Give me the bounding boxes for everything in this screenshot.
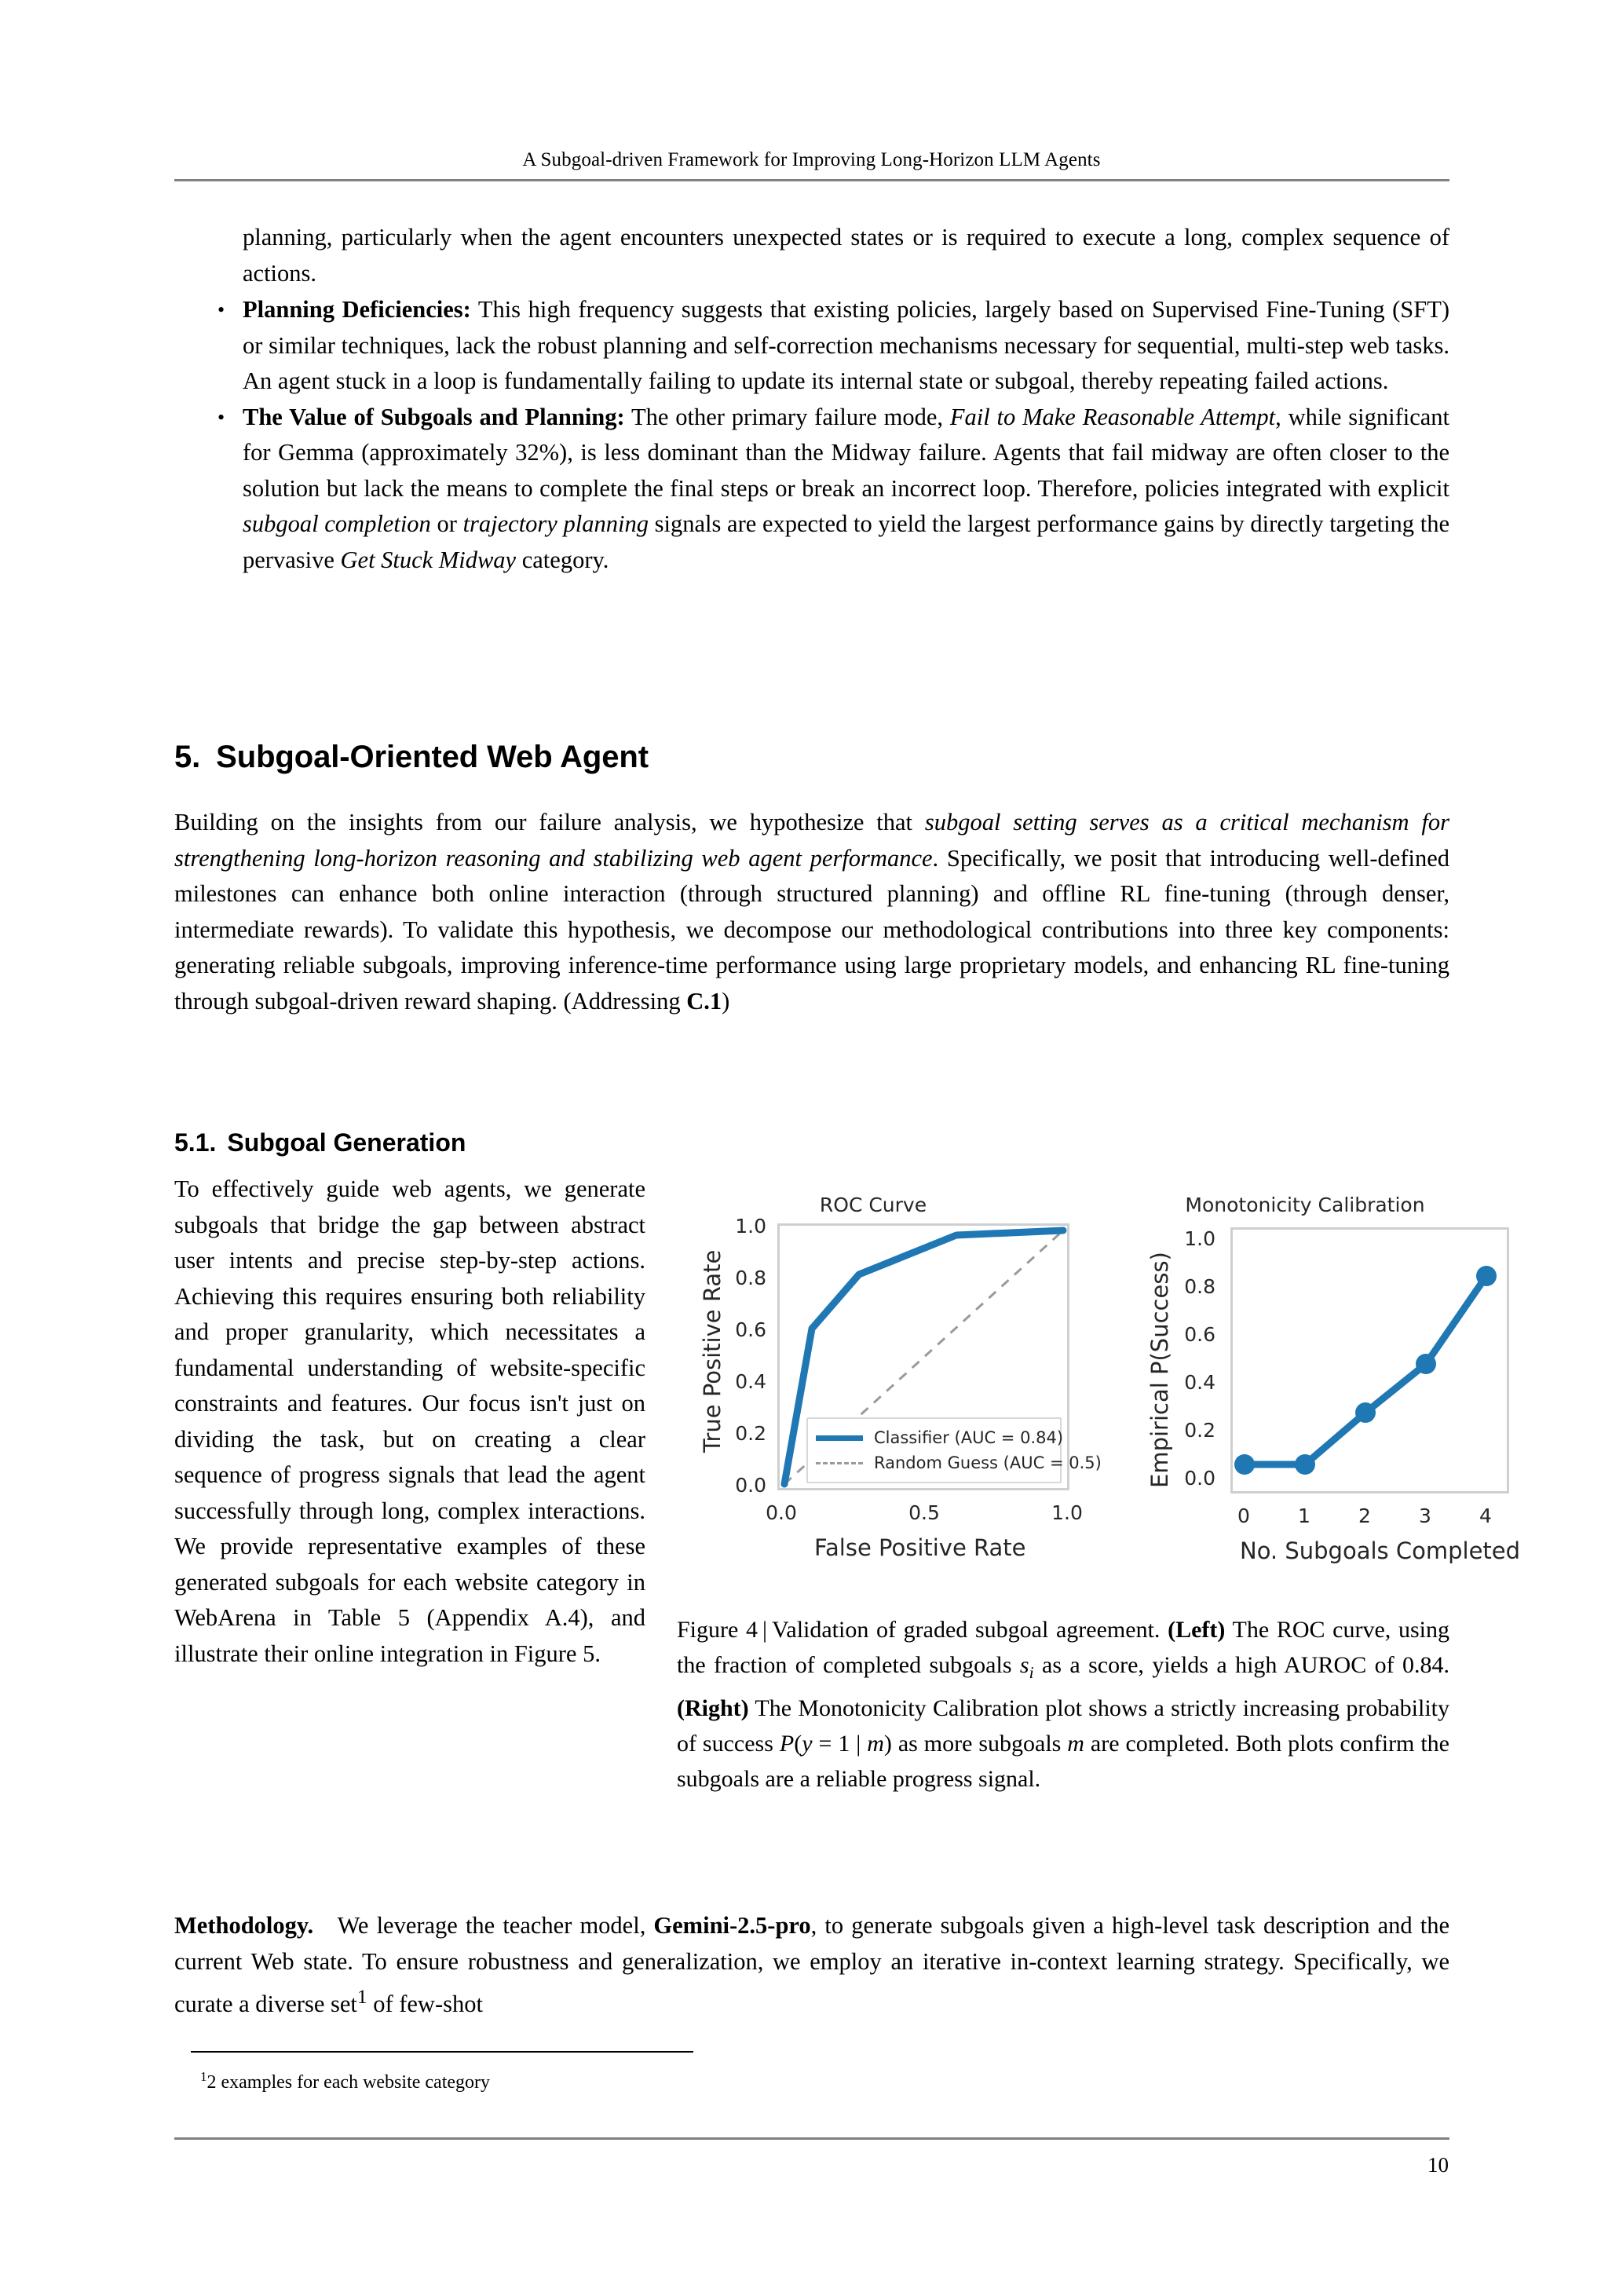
- calibration-point-0: [1234, 1454, 1255, 1475]
- calibration-ytick-0.6: 0.6: [1184, 1323, 1215, 1346]
- roc-ytick-1.0: 1.0: [735, 1215, 766, 1238]
- symbol-y: y: [802, 1731, 813, 1757]
- section-5-heading: [174, 740, 649, 775]
- calibration-curve-svg: [1232, 1229, 1508, 1493]
- footnote-1: [200, 2064, 490, 2096]
- hypothesis-italic-phrase: subgoal setting serves as a critical mechanism for strengthening long-horizon reasoning and stabilizing web agent performance: [174, 809, 1449, 872]
- figure-caption-text: Figure 4 | Validation of graded subgoal agreement. (Left) The ROC curve, using the fraction of completed subgoals $s_i$ as a score, yields a high AUROC of 0.84. (Right) The Monotonicity Calibration plot shows a strictly increasing probability of success P(y = 1 | m) as more subgoals m are completed. Both plots confirm the subgoals are a reliable progress signal.: [677, 1617, 1450, 1792]
- section-51-paragraph: [174, 1172, 645, 1672]
- roc-curve-plot: [677, 1194, 1102, 1586]
- header-rule: [174, 179, 1449, 181]
- footer-rule: [174, 2137, 1449, 2140]
- symbol-m2: m: [1067, 1731, 1084, 1757]
- roc-xtick-0.5: 0.5: [908, 1501, 940, 1524]
- term-subgoal-completion: subgoal completion: [243, 510, 431, 537]
- monotonicity-calibration-plot: [1085, 1194, 1521, 1586]
- term-fail-to-make-reasonable-attempt: Fail to Make Reasonable Attempt: [949, 403, 1276, 430]
- calibration-ytick-0.8: 0.8: [1184, 1275, 1215, 1298]
- methodology-paragraph: [174, 1908, 1449, 2023]
- section-51-heading: [174, 1128, 466, 1157]
- roc-ytick-0.2: 0.2: [735, 1422, 766, 1445]
- page-number: 10: [1427, 2153, 1449, 2177]
- section-51-title: Subgoal Generation: [227, 1128, 466, 1157]
- bullet-lead-label: Planning Deficiencies:: [243, 296, 471, 323]
- roc-xtick-0.0: 0.0: [766, 1501, 797, 1524]
- bullet-lead-label: The Value of Subgoals and Planning:: [243, 403, 625, 430]
- roc-ytick-0.8: 0.8: [735, 1267, 766, 1289]
- term-get-stuck-midway: Get Stuck Midway: [340, 546, 517, 573]
- footnote-marker-ref: 1: [356, 1986, 367, 2008]
- calibration-ytick-0.2: 0.2: [1184, 1419, 1215, 1442]
- calibration-ytick-1.0: 1.0: [1184, 1227, 1215, 1250]
- legend-row-classifier: [816, 1425, 1064, 1450]
- bullet-body-text: The other primary failure mode, Fail to Make Reasonable Attempt, while significant for Gemma (approximately 32%), is less dominant than the Midway failure. Agents that fail midway are often closer to the solution but lack the means to complete the final steps or break an incorrect loop. Therefore, policies integrated with explicit subgoal completion or trajectory planning signals are expected to yield the largest performance gains by directly targeting the pervasive Get Stuck Midway category.: [243, 403, 1450, 573]
- caption-left-marker: (Left): [1168, 1617, 1226, 1643]
- calibration-point-3: [1416, 1354, 1436, 1374]
- calibration-xtick-3: 3: [1419, 1504, 1431, 1527]
- symbol-P: P: [779, 1731, 795, 1757]
- caption-right-marker: (Right): [677, 1695, 749, 1721]
- footnote-separator-rule: [191, 2051, 693, 2053]
- calibration-xaxis-label: No. Subgoals Completed: [1240, 1537, 1521, 1564]
- lead-paragraph-text: planning, particularly when the agent encounters unexpected states or is required to execute a long, complex sequence of actions.: [243, 224, 1449, 287]
- bullet-value-of-subgoals: [174, 400, 1449, 579]
- section-5-number: 5.: [174, 740, 201, 774]
- section-51-paragraph-text: To effectively guide web agents, we generate subgoals that bridge the gap between abstract user intents and precise step-by-step actions. Achieving this requires ensuring both reliability and proper granularity, which necessitates a fundamental understanding of website-specific constraints and features. Our focus isn't just on dividing the task, but on creating a clear sequence of progress signals that lead the agent successfully through long, complex interactions. We provide representative examples of these generated subgoals for each website category in WebArena in Table 5 (Appendix A.4), and illustrate their online integration in Figure 5.: [174, 1175, 645, 1667]
- figure-label: Figure 4: [677, 1617, 758, 1643]
- symbol-m: m: [867, 1731, 884, 1757]
- calibration-ytick-0.0: 0.0: [1184, 1467, 1215, 1490]
- roc-plot-title: ROC Curve: [819, 1194, 927, 1216]
- footnote-text: 2 examples for each website category: [207, 2072, 491, 2093]
- figure-4: [677, 1194, 1521, 1586]
- section-5-title: Subgoal-Oriented Web Agent: [216, 740, 649, 774]
- calibration-point-4: [1476, 1266, 1497, 1286]
- legend-dashed-line-swatch: [816, 1462, 863, 1464]
- roc-yaxis-label: True Positive Rate: [699, 1249, 726, 1453]
- calibration-point-1: [1295, 1454, 1315, 1475]
- legend-label-classifier: Classifier (AUC = 0.84): [874, 1428, 1064, 1447]
- calibration-line: [1245, 1276, 1486, 1464]
- legend-label-random-guess: Random Guess (AUC = 0.5): [874, 1453, 1102, 1472]
- figure-4-plots: [677, 1194, 1521, 1586]
- methodology-text: Methodology. We leverage the teacher model, Gemini-2.5-pro, to generate subgoals given a high-level task description and the current Web state. To ensure robustness and generalization, we employ an iterative in-context learning strategy. Specifically, we curate a diverse set$^1$ of few-shot: [174, 1912, 1449, 2018]
- calibration-ytick-0.4: 0.4: [1184, 1371, 1215, 1394]
- teacher-model-name: Gemini-2.5-pro: [653, 1912, 811, 1939]
- roc-xtick-1.0: 1.0: [1051, 1501, 1083, 1524]
- figure-4-caption: [677, 1612, 1449, 1797]
- calibration-point-2: [1355, 1402, 1376, 1423]
- roc-ytick-0.0: 0.0: [735, 1474, 766, 1497]
- running-header-title: A Subgoal-driven Framework for Improving Long-Horizon LLM Agents: [522, 149, 1101, 170]
- calibration-plot-title: Monotonicity Calibration: [1185, 1194, 1425, 1216]
- symbol-s: s: [1019, 1652, 1029, 1678]
- roc-xaxis-label: False Positive Rate: [814, 1534, 1026, 1561]
- methodology-lead-label: Methodology.: [174, 1912, 314, 1939]
- roc-ytick-0.4: 0.4: [735, 1370, 766, 1393]
- bullet-body-text: This high frequency suggests that existing policies, largely based on Supervised Fine-Tuning (SFT) or similar techniques, lack the robust planning and self-correction mechanisms necessary for sequential, multi-step web tasks. An agent stuck in a loop is fundamentally failing to update its internal state or subgoal, thereby repeating failed actions.: [243, 296, 1449, 394]
- bullet-planning-deficiencies: [174, 292, 1449, 400]
- lead-paragraph: [174, 220, 1449, 291]
- roc-legend: [806, 1417, 1102, 1483]
- symbol-s-subscript-i: i: [1029, 1663, 1034, 1682]
- addressing-ref: C.1: [686, 987, 722, 1015]
- calibration-xtick-2: 2: [1358, 1504, 1371, 1527]
- calibration-xtick-4: 4: [1479, 1504, 1492, 1527]
- failure-mode-bullet-list: [174, 292, 1449, 578]
- figure-separator: |: [762, 1617, 768, 1643]
- section-5-paragraph: Building on the insights from our failure analysis, we hypothesize that subgoal setting serves as a critical mechanism for strengthening long-horizon reasoning and stabilizing web agent performance. Specifically, we posit that introducing well-defined milestones can enhance both online interaction (through structured planning) and offline RL fine-tuning (through denser, intermediate rewards). To validate this hypothesis, we decompose our methodological contributions into three key components: generating reliable subgoals, improving inference-time performance using large proprietary models, and enhancing RL fine-tuning through subgoal-driven reward shaping. (Addressing C.1): [174, 809, 1449, 1015]
- footnote-marker: 1: [200, 2069, 207, 2084]
- calibration-xtick-1: 1: [1298, 1504, 1310, 1527]
- term-trajectory-planning: trajectory planning: [462, 510, 649, 537]
- legend-row-random-guess: [816, 1450, 1102, 1475]
- calibration-yaxis-label: Empirical P(Success): [1146, 1252, 1173, 1488]
- roc-ytick-0.6: 0.6: [735, 1318, 766, 1341]
- legend-solid-line-swatch: [816, 1435, 863, 1441]
- section-51-number: 5.1.: [174, 1128, 217, 1157]
- calibration-xtick-0: 0: [1237, 1504, 1250, 1527]
